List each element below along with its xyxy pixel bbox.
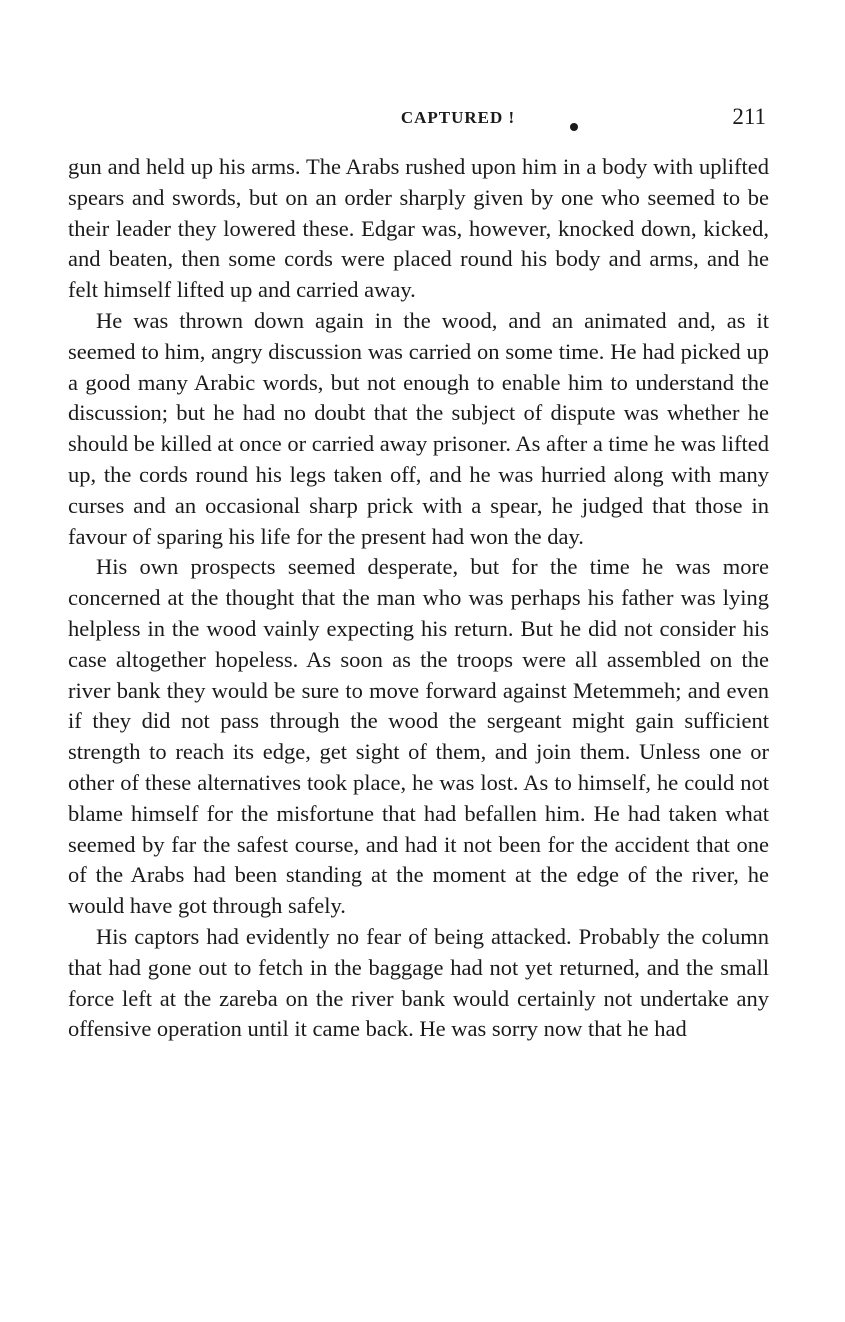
paragraph: He was thrown down again in the wood, and an animated and, as it seemed to him, angry discussion was carried on some time. He had picked up a good many Arabic words, but not enough to enable him to understand the discussion; but he had no doubt that the subject of dispute was whether he should be killed at once or carried away prisoner. As after a time he was lifted up, the cords round his legs taken off, and he was hurried along with many curses and an occasional sharp prick with a spear, he judged that those in favour of sparing his life for the present had won the day. (68, 307, 770, 549)
ornament-dot-icon (570, 123, 578, 131)
body-text (68, 152, 769, 1045)
paragraph-continued: gun and held up his arms. The Arabs rushed upon him in a body with uplifted spears and swords, but on an order sharply given by one who seemed to be their leader they lowered these. Edgar was, however, knocked down, kicked, and beaten, then some cords were placed round his body and arms, and he felt himself lifted up and carried away. (68, 154, 769, 303)
page-number: 211 (732, 104, 766, 129)
paragraph: His captors had evidently no fear of being attacked. Probably the column that had gone out to fetch in the baggage had not yet returned, and the small force left at the zareba on the river bank would certainly not undertake any offensive operation until it came back. He was sorry now that he had (68, 923, 769, 1042)
running-title: CAPTURED ! (400, 108, 516, 127)
paragraph: His own prospects seemed desperate, but for the time he was more concerned at the thought that the man who was perhaps his father was lying helpless in the wood vainly expecting his return. But he did not consider his case altogether hopeless. As soon as the troops were all assembled on the river bank they would be sure to move forward against Metemmeh; and even if they did not pass through the wood the sergeant might gain sufficient strength to reach its edge, get sight of them, and join them. Unless one or other of these alternatives took place, he was lost. As to himself, he could not blame himself for the misfortune that had befallen him. He had taken what seemed by far the safest course, and had it not been for the accident that one of the Arabs had been standing at the moment at the edge of the river, he would have got through safely. (68, 554, 769, 919)
running-head (68, 104, 768, 136)
